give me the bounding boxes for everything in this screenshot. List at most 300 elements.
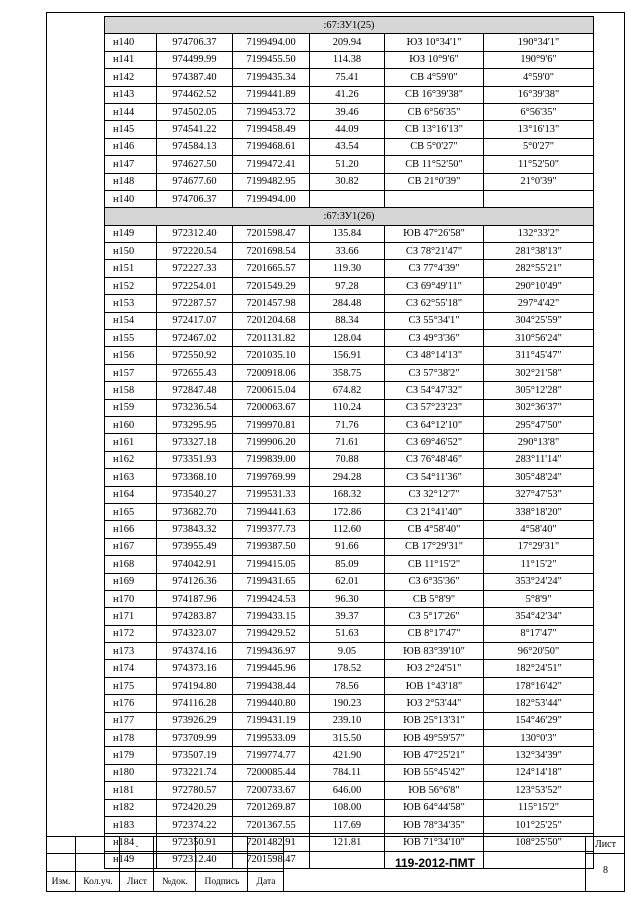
y-coordinate-cell: 7199531.33 xyxy=(233,486,310,503)
rhumb-cell: СЗ 32°12'7" xyxy=(385,486,484,503)
point-name-cell: н182 xyxy=(105,799,157,816)
y-coordinate-cell: 7199445.96 xyxy=(233,660,310,677)
y-coordinate-cell: 7201035.10 xyxy=(233,347,310,364)
direction-angle-cell: 108°25'50" xyxy=(484,834,594,851)
distance-cell: 190.23 xyxy=(310,695,385,712)
distance-cell: 88.34 xyxy=(310,312,385,329)
x-coordinate-cell: 973368.10 xyxy=(157,469,233,486)
y-coordinate-cell: 7201457.98 xyxy=(233,295,310,312)
y-coordinate-cell: 7199533.09 xyxy=(233,730,310,747)
distance-cell: 39.46 xyxy=(310,103,385,120)
point-name-cell: н157 xyxy=(105,364,157,381)
x-coordinate-cell: 974373.16 xyxy=(157,660,233,677)
rhumb-cell: ЮВ 47°25'21" xyxy=(385,747,484,764)
x-coordinate-cell: 974706.37 xyxy=(157,34,233,51)
y-coordinate-cell: 7199441.89 xyxy=(233,86,310,103)
table-row xyxy=(105,121,594,138)
distance-cell: 284.48 xyxy=(310,295,385,312)
rhumb-cell: ЮВ 56°6'8" xyxy=(385,782,484,799)
distance-cell: 646.00 xyxy=(310,782,385,799)
direction-angle-cell: 290°13'8" xyxy=(484,434,594,451)
table-row xyxy=(105,51,594,68)
x-coordinate-cell: 974126.36 xyxy=(157,573,233,590)
rhumb-cell: СВ 4°59'0" xyxy=(385,69,484,86)
rhumb-cell: СЗ 64°12'10" xyxy=(385,416,484,433)
distance-cell: 39.37 xyxy=(310,608,385,625)
distance-cell: 110.24 xyxy=(310,399,385,416)
distance-cell: 674.82 xyxy=(310,382,385,399)
point-name-cell: н171 xyxy=(105,608,157,625)
distance-cell: 121.81 xyxy=(310,834,385,851)
section-header: :67:ЗУ1(25) xyxy=(105,17,594,34)
direction-angle-cell: 182°53'44" xyxy=(484,695,594,712)
point-name-cell: н159 xyxy=(105,399,157,416)
y-coordinate-cell: 7200615.04 xyxy=(233,382,310,399)
y-coordinate-cell: 7199769.99 xyxy=(233,469,310,486)
y-coordinate-cell: 7201549.29 xyxy=(233,277,310,294)
rhumb-cell: ЮВ 83°39'10" xyxy=(385,643,484,660)
x-coordinate-cell: 974387.40 xyxy=(157,69,233,86)
y-coordinate-cell: 7199455.50 xyxy=(233,51,310,68)
coordinates-table xyxy=(104,16,594,869)
direction-angle-cell: 4°58'40" xyxy=(484,521,594,538)
distance-cell: 43.54 xyxy=(310,138,385,155)
point-name-cell: н163 xyxy=(105,469,157,486)
point-name-cell: н149 xyxy=(105,851,157,868)
direction-angle-cell: 132°33'2" xyxy=(484,225,594,242)
sheet-number: 8 xyxy=(603,865,608,876)
rhumb-cell: СЗ 5°17'26" xyxy=(385,608,484,625)
distance-cell: 33.66 xyxy=(310,243,385,260)
table-row xyxy=(105,799,594,816)
distance-cell: 30.82 xyxy=(310,173,385,190)
direction-angle-cell: 8°17'47" xyxy=(484,625,594,642)
table-row xyxy=(105,608,594,625)
rhumb-cell: СЗ 69°46'52" xyxy=(385,434,484,451)
y-coordinate-cell: 7199424.53 xyxy=(233,590,310,607)
x-coordinate-cell: 974323.07 xyxy=(157,625,233,642)
point-name-cell: н175 xyxy=(105,677,157,694)
y-coordinate-cell: 7199970.81 xyxy=(233,416,310,433)
rhumb-cell: СЗ 69°49'11" xyxy=(385,277,484,294)
x-coordinate-cell: 974584.13 xyxy=(157,138,233,155)
rhumb-cell: СЗ 57°23'23" xyxy=(385,399,484,416)
stamp-label-date: Дата xyxy=(256,877,276,887)
table-row xyxy=(105,677,594,694)
rhumb-cell: СВ 17°29'31" xyxy=(385,538,484,555)
rhumb-cell: ЮЗ 2°24'51" xyxy=(385,660,484,677)
table-row xyxy=(105,156,594,173)
direction-angle-cell: 17°29'31" xyxy=(484,538,594,555)
table-row xyxy=(105,434,594,451)
y-coordinate-cell: 7199494.00 xyxy=(233,34,310,51)
rhumb-cell xyxy=(385,190,484,207)
y-coordinate-cell: 7201131.82 xyxy=(233,330,310,347)
direction-angle-cell: 281°38'13" xyxy=(484,243,594,260)
y-coordinate-cell: 7199468.61 xyxy=(233,138,310,155)
rhumb-cell: СВ 8°17'47" xyxy=(385,625,484,642)
direction-angle-cell xyxy=(484,190,594,207)
y-coordinate-cell: 7199839.00 xyxy=(233,451,310,468)
y-coordinate-cell: 7199441.63 xyxy=(233,503,310,520)
table-row xyxy=(105,103,594,120)
table-row xyxy=(105,330,594,347)
y-coordinate-cell: 7200085.44 xyxy=(233,764,310,781)
y-coordinate-cell: 7199482.95 xyxy=(233,173,310,190)
distance-cell: 71.76 xyxy=(310,416,385,433)
y-coordinate-cell: 7199429.52 xyxy=(233,625,310,642)
x-coordinate-cell: 972374.22 xyxy=(157,816,233,833)
distance-cell: 128.04 xyxy=(310,330,385,347)
direction-angle-cell: 310°56'24" xyxy=(484,330,594,347)
rhumb-cell: СВ 6°56'35" xyxy=(385,103,484,120)
distance-cell: 112.60 xyxy=(310,521,385,538)
table-row xyxy=(105,712,594,729)
x-coordinate-cell: 972312.40 xyxy=(157,225,233,242)
distance-cell: 51.63 xyxy=(310,625,385,642)
x-coordinate-cell: 973843.32 xyxy=(157,521,233,538)
direction-angle-cell: 132°34'39" xyxy=(484,747,594,764)
table-row xyxy=(105,764,594,781)
x-coordinate-cell: 973540.27 xyxy=(157,486,233,503)
distance-cell: 156.91 xyxy=(310,347,385,364)
rhumb-cell: ЮВ 49°59'57" xyxy=(385,730,484,747)
direction-angle-cell: 297°4'42" xyxy=(484,295,594,312)
x-coordinate-cell: 972287.57 xyxy=(157,295,233,312)
distance-cell: 114.38 xyxy=(310,51,385,68)
y-coordinate-cell: 7200918.06 xyxy=(233,364,310,381)
table-row xyxy=(105,416,594,433)
table-row xyxy=(105,69,594,86)
point-name-cell: н169 xyxy=(105,573,157,590)
x-coordinate-cell: 974502.05 xyxy=(157,103,233,120)
point-name-cell: н180 xyxy=(105,764,157,781)
table-row xyxy=(105,138,594,155)
rhumb-cell: ЮВ 71°34'10" xyxy=(385,834,484,851)
table-row xyxy=(105,660,594,677)
y-coordinate-cell: 7199494.00 xyxy=(233,190,310,207)
direction-angle-cell: 124°14'18" xyxy=(484,764,594,781)
direction-angle-cell: 154°46'29" xyxy=(484,712,594,729)
rhumb-cell: СЗ 55°34'1" xyxy=(385,312,484,329)
x-coordinate-cell: 974194.80 xyxy=(157,677,233,694)
x-coordinate-cell: 972780.57 xyxy=(157,782,233,799)
x-coordinate-cell: 973955.49 xyxy=(157,538,233,555)
rhumb-cell: СВ 4°58'40" xyxy=(385,521,484,538)
direction-angle-cell: 5°0'27" xyxy=(484,138,594,155)
direction-angle-cell: 101°25'25" xyxy=(484,816,594,833)
table-row xyxy=(105,469,594,486)
x-coordinate-cell: 972655.43 xyxy=(157,364,233,381)
rhumb-cell: ЮВ 25°13'31" xyxy=(385,712,484,729)
y-coordinate-cell: 7199774.77 xyxy=(233,747,310,764)
x-coordinate-cell: 972420.29 xyxy=(157,799,233,816)
table-row xyxy=(105,747,594,764)
x-coordinate-cell: 972350.91 xyxy=(157,834,233,851)
rhumb-cell: ЮВ 78°34'35" xyxy=(385,816,484,833)
rhumb-cell: СЗ 49°3'36" xyxy=(385,330,484,347)
direction-angle-cell: 6°56'35" xyxy=(484,103,594,120)
direction-angle-cell: 178°16'42" xyxy=(484,677,594,694)
distance-cell: 239.10 xyxy=(310,712,385,729)
distance-cell: 209.94 xyxy=(310,34,385,51)
direction-angle-cell: 13°16'13" xyxy=(484,121,594,138)
direction-angle-cell: 354°42'34" xyxy=(484,608,594,625)
x-coordinate-cell: 972220.54 xyxy=(157,243,233,260)
rhumb-cell: СЗ 57°38'2" xyxy=(385,364,484,381)
distance-cell: 78.56 xyxy=(310,677,385,694)
distance-cell: 294.28 xyxy=(310,469,385,486)
y-coordinate-cell: 7199431.19 xyxy=(233,712,310,729)
y-coordinate-cell: 7199440.80 xyxy=(233,695,310,712)
document-code: 119-2012-ПМТ xyxy=(395,856,475,870)
direction-angle-cell: 130°0'3" xyxy=(484,730,594,747)
distance-cell: 51.20 xyxy=(310,156,385,173)
point-name-cell: н140 xyxy=(105,34,157,51)
y-coordinate-cell: 7201598.47 xyxy=(233,225,310,242)
direction-angle-cell: 16°39'38" xyxy=(484,86,594,103)
point-name-cell: н162 xyxy=(105,451,157,468)
point-name-cell: н166 xyxy=(105,521,157,538)
y-coordinate-cell: 7199438.44 xyxy=(233,677,310,694)
rhumb-cell: ЮВ 55°45'42" xyxy=(385,764,484,781)
direction-angle-cell: 4°59'0" xyxy=(484,69,594,86)
point-name-cell: н181 xyxy=(105,782,157,799)
point-name-cell: н160 xyxy=(105,416,157,433)
point-name-cell: н170 xyxy=(105,590,157,607)
x-coordinate-cell: 973236.54 xyxy=(157,399,233,416)
x-coordinate-cell: 974187.96 xyxy=(157,590,233,607)
rhumb-cell: ЮВ 64°44'58" xyxy=(385,799,484,816)
table-row xyxy=(105,521,594,538)
rhumb-cell: СВ 16°39'38" xyxy=(385,86,484,103)
table-row xyxy=(105,816,594,833)
distance-cell: 315.50 xyxy=(310,730,385,747)
title-block xyxy=(46,836,625,892)
point-name-cell: н140 xyxy=(105,190,157,207)
table-row xyxy=(105,347,594,364)
y-coordinate-cell: 7199458.49 xyxy=(233,121,310,138)
point-name-cell: н145 xyxy=(105,121,157,138)
direction-angle-cell: 290°10'49" xyxy=(484,277,594,294)
table-row xyxy=(105,625,594,642)
point-name-cell: н167 xyxy=(105,538,157,555)
table-row xyxy=(105,730,594,747)
table-row xyxy=(105,643,594,660)
point-name-cell: н177 xyxy=(105,712,157,729)
point-name-cell: н155 xyxy=(105,330,157,347)
table-row xyxy=(105,695,594,712)
direction-angle-cell: 295°47'50" xyxy=(484,416,594,433)
x-coordinate-cell: 973327.18 xyxy=(157,434,233,451)
sheet-label: Лист xyxy=(595,839,616,850)
x-coordinate-cell: 973295.95 xyxy=(157,416,233,433)
direction-angle-cell: 327°47'53" xyxy=(484,486,594,503)
stamp-label-quantity: Кол.уч. xyxy=(83,877,113,887)
stamp-label-sheet: Лист xyxy=(127,877,147,887)
x-coordinate-cell: 972417.07 xyxy=(157,312,233,329)
direction-angle-cell: 115°15'2" xyxy=(484,799,594,816)
rhumb-cell: ЮЗ 10°9'6" xyxy=(385,51,484,68)
x-coordinate-cell: 973709.99 xyxy=(157,730,233,747)
x-coordinate-cell: 974042.91 xyxy=(157,556,233,573)
rhumb-cell: СВ 11°52'50" xyxy=(385,156,484,173)
distance-cell: 117.69 xyxy=(310,816,385,833)
revision-dot: . xyxy=(135,839,139,850)
point-name-cell: н146 xyxy=(105,138,157,155)
rhumb-cell: ЮЗ 2°53'44" xyxy=(385,695,484,712)
table-row xyxy=(105,243,594,260)
x-coordinate-cell: 973682.70 xyxy=(157,503,233,520)
y-coordinate-cell: 7201269.87 xyxy=(233,799,310,816)
y-coordinate-cell: 7199431.65 xyxy=(233,573,310,590)
y-coordinate-cell: 7201598.47 xyxy=(233,851,310,868)
y-coordinate-cell: 7199387.50 xyxy=(233,538,310,555)
x-coordinate-cell: 972254.01 xyxy=(157,277,233,294)
direction-angle-cell: 283°11'14" xyxy=(484,451,594,468)
direction-angle-cell: 353°24'24" xyxy=(484,573,594,590)
table-row xyxy=(105,382,594,399)
x-coordinate-cell: 972312.40 xyxy=(157,851,233,868)
table-row xyxy=(105,364,594,381)
point-name-cell: н184 xyxy=(105,834,157,851)
point-name-cell: н144 xyxy=(105,103,157,120)
direction-angle-cell: 11°15'2" xyxy=(484,556,594,573)
rhumb-cell: СВ 21°0'39" xyxy=(385,173,484,190)
stamp-label-change: Изм. xyxy=(51,877,71,887)
point-name-cell: н183 xyxy=(105,816,157,833)
rhumb-cell: СЗ 6°35'36" xyxy=(385,573,484,590)
distance-cell: 9.05 xyxy=(310,643,385,660)
distance-cell: 71.61 xyxy=(310,434,385,451)
point-name-cell: н173 xyxy=(105,643,157,660)
table-row xyxy=(105,451,594,468)
point-name-cell: н156 xyxy=(105,347,157,364)
distance-cell: 70.88 xyxy=(310,451,385,468)
rhumb-cell: ЮВ 47°26'58" xyxy=(385,225,484,242)
x-coordinate-cell: 974677.60 xyxy=(157,173,233,190)
point-name-cell: н154 xyxy=(105,312,157,329)
stamp-label-document-number: №док. xyxy=(162,877,188,887)
x-coordinate-cell: 973926.29 xyxy=(157,712,233,729)
section-header-row xyxy=(105,17,594,34)
distance-cell: 44.09 xyxy=(310,121,385,138)
coordinates-table-body xyxy=(105,17,594,869)
table-row xyxy=(105,173,594,190)
rhumb-cell: ЮВ 1°43'18" xyxy=(385,677,484,694)
rhumb-cell: СВ 5°8'9" xyxy=(385,590,484,607)
y-coordinate-cell: 7200733.67 xyxy=(233,782,310,799)
direction-angle-cell: 302°21'58" xyxy=(484,364,594,381)
table-row xyxy=(105,573,594,590)
point-name-cell: н178 xyxy=(105,730,157,747)
distance-cell: 119.30 xyxy=(310,260,385,277)
y-coordinate-cell: 7199415.05 xyxy=(233,556,310,573)
x-coordinate-cell: 974541.22 xyxy=(157,121,233,138)
direction-angle-cell: 305°48'24" xyxy=(484,469,594,486)
x-coordinate-cell: 972847.48 xyxy=(157,382,233,399)
direction-angle-cell: 190°9'6" xyxy=(484,51,594,68)
point-name-cell: н147 xyxy=(105,156,157,173)
rhumb-cell: СВ 13°16'13" xyxy=(385,121,484,138)
point-name-cell: н148 xyxy=(105,173,157,190)
direction-angle-cell: 304°25'59" xyxy=(484,312,594,329)
point-name-cell: н151 xyxy=(105,260,157,277)
table-row xyxy=(105,312,594,329)
y-coordinate-cell: 7199453.72 xyxy=(233,103,310,120)
distance-cell: 91.66 xyxy=(310,538,385,555)
y-coordinate-cell: 7199906.20 xyxy=(233,434,310,451)
rhumb-cell: ЮЗ 10°34'1" xyxy=(385,34,484,51)
y-coordinate-cell: 7201665.57 xyxy=(233,260,310,277)
point-name-cell: н179 xyxy=(105,747,157,764)
distance-cell xyxy=(310,190,385,207)
distance-cell: 421.90 xyxy=(310,747,385,764)
x-coordinate-cell: 972550.92 xyxy=(157,347,233,364)
rhumb-cell: СВ 5°0'27" xyxy=(385,138,484,155)
point-name-cell: н152 xyxy=(105,277,157,294)
y-coordinate-cell: 7201482.91 xyxy=(233,834,310,851)
x-coordinate-cell: 974706.37 xyxy=(157,190,233,207)
point-name-cell: н174 xyxy=(105,660,157,677)
direction-angle-cell: 190°34'1" xyxy=(484,34,594,51)
rhumb-cell: СЗ 76°48'46" xyxy=(385,451,484,468)
distance-cell: 108.00 xyxy=(310,799,385,816)
y-coordinate-cell: 7199377.73 xyxy=(233,521,310,538)
point-name-cell: н168 xyxy=(105,556,157,573)
point-name-cell: н172 xyxy=(105,625,157,642)
table-row xyxy=(105,260,594,277)
direction-angle-cell: 282°55'21" xyxy=(484,260,594,277)
point-name-cell: н161 xyxy=(105,434,157,451)
x-coordinate-cell: 974499.99 xyxy=(157,51,233,68)
distance-cell: 85.09 xyxy=(310,556,385,573)
x-coordinate-cell: 972467.02 xyxy=(157,330,233,347)
rhumb-cell: СЗ 21°41'40" xyxy=(385,503,484,520)
table-row xyxy=(105,399,594,416)
stamp-label-signature: Подпись xyxy=(204,877,240,887)
point-name-cell: н150 xyxy=(105,243,157,260)
distance-cell: 168.32 xyxy=(310,486,385,503)
direction-angle-cell: 305°12'28" xyxy=(484,382,594,399)
table-row xyxy=(105,86,594,103)
direction-angle-cell: 96°20'50" xyxy=(484,643,594,660)
rhumb-cell: СЗ 78°21'47" xyxy=(385,243,484,260)
rhumb-cell: СВ 11°15'2" xyxy=(385,556,484,573)
x-coordinate-cell: 974283.87 xyxy=(157,608,233,625)
x-coordinate-cell: 973507.19 xyxy=(157,747,233,764)
distance-cell: 97.28 xyxy=(310,277,385,294)
x-coordinate-cell: 974116.28 xyxy=(157,695,233,712)
table-row xyxy=(105,590,594,607)
x-coordinate-cell: 974462.52 xyxy=(157,86,233,103)
point-name-cell: н141 xyxy=(105,51,157,68)
distance-cell: 75.41 xyxy=(310,69,385,86)
rhumb-cell: СЗ 54°47'32" xyxy=(385,382,484,399)
rhumb-cell: СЗ 62°55'18" xyxy=(385,295,484,312)
table-row xyxy=(105,190,594,207)
y-coordinate-cell: 7200063.67 xyxy=(233,399,310,416)
x-coordinate-cell: 973351.93 xyxy=(157,451,233,468)
point-name-cell: н153 xyxy=(105,295,157,312)
rhumb-cell: СЗ 77°4'39" xyxy=(385,260,484,277)
point-name-cell: н158 xyxy=(105,382,157,399)
rhumb-cell: СЗ 48°14'13" xyxy=(385,347,484,364)
table-row xyxy=(105,295,594,312)
y-coordinate-cell: 7201698.54 xyxy=(233,243,310,260)
table-row xyxy=(105,225,594,242)
point-name-cell: н149 xyxy=(105,225,157,242)
